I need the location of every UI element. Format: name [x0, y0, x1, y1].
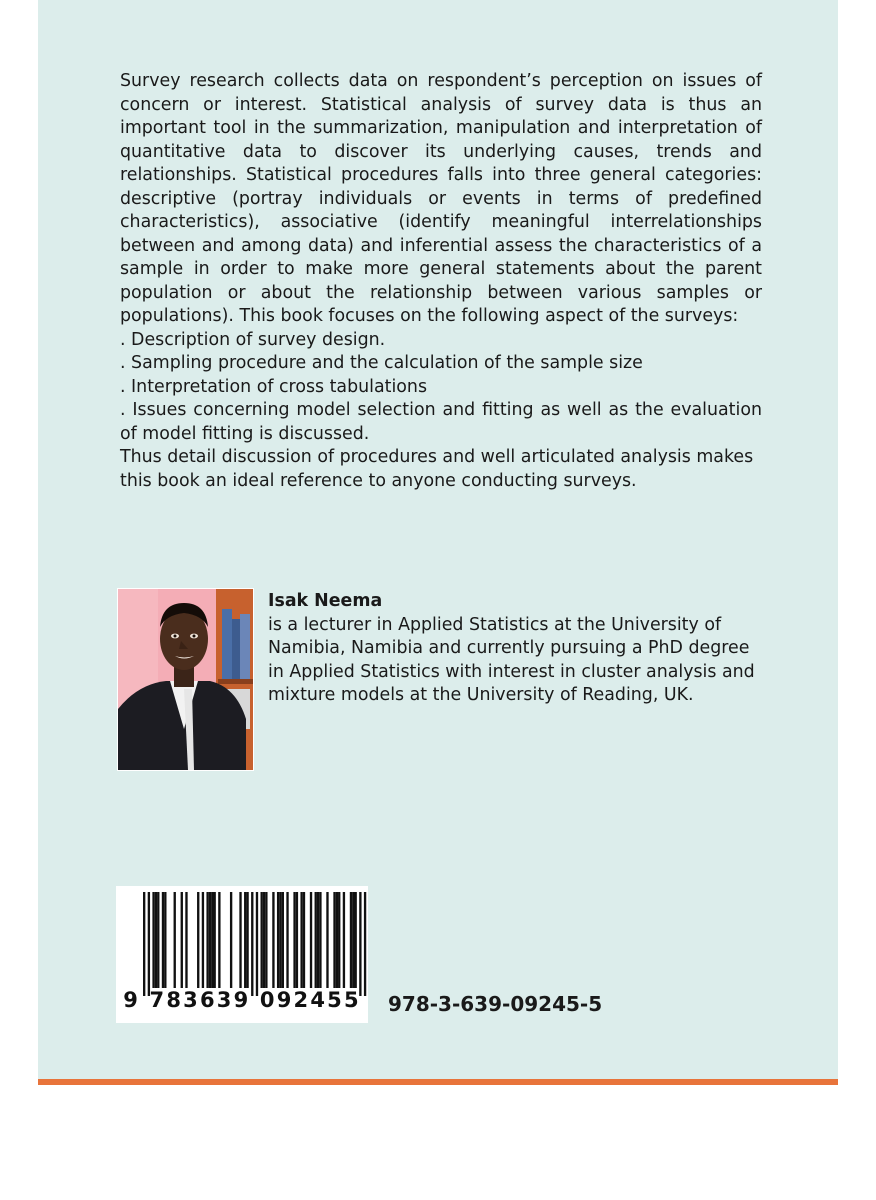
barcode-bar	[352, 892, 354, 988]
barcode-bar	[279, 892, 281, 988]
barcode-bar	[300, 892, 302, 988]
blurb-closing: Thus detail discussion of procedures and well articulated analysis makes this book an ideal reference to anyone conducting surveys.	[120, 447, 754, 491]
barcode-bar	[319, 892, 321, 988]
barcode-bar	[197, 892, 199, 988]
blurb-bullet: . Description of survey design.	[120, 329, 386, 350]
barcode-bar	[326, 892, 328, 988]
barcode-bar	[185, 892, 187, 988]
barcode-bar	[155, 892, 157, 988]
barcode-bar	[239, 892, 241, 988]
barcode-bar	[206, 892, 208, 988]
barcode-bar	[214, 892, 216, 988]
barcode-bar	[364, 892, 366, 996]
barcode-bar	[209, 892, 211, 988]
blurb-bullet: . Sampling procedure and the calculation of the sample size	[120, 353, 643, 373]
barcode-bar	[317, 892, 319, 988]
cover-blurb	[120, 70, 762, 493]
barcode-bar	[263, 892, 265, 988]
barcode-bar	[218, 892, 220, 988]
barcode-bar	[152, 892, 154, 988]
barcode-bar	[148, 892, 150, 996]
barcode-bar	[265, 892, 267, 988]
barcode-bar	[343, 892, 345, 988]
barcode-bar	[174, 892, 176, 988]
barcode-bar	[336, 892, 338, 988]
barcode-bar	[359, 892, 361, 996]
barcode-bar	[282, 892, 284, 988]
barcode-bar	[286, 892, 288, 988]
barcode-bar	[333, 892, 335, 988]
barcode-bar	[256, 892, 258, 996]
barcode-bar	[315, 892, 317, 988]
barcode-bar	[230, 892, 232, 988]
barcode-digits: 9 783639 092455	[123, 988, 361, 1012]
accent-stripe	[38, 1079, 838, 1085]
barcode-bar	[350, 892, 352, 988]
barcode-bar	[310, 892, 312, 988]
barcode-bar	[251, 892, 253, 996]
barcode-bar	[355, 892, 357, 988]
barcode-bar	[277, 892, 279, 988]
barcode-bar	[164, 892, 166, 988]
barcode-bar	[162, 892, 164, 988]
isbn-number: 978-3-639-09245-5	[388, 992, 603, 1016]
barcode-bar	[261, 892, 263, 988]
barcode-bar	[303, 892, 305, 988]
barcode-bar	[157, 892, 159, 988]
barcode-bar	[293, 892, 295, 988]
blurb-bullet: . Issues concerning model selection and fitting as well as the evaluation of model fitting is discussed.	[120, 400, 762, 444]
author-name: Isak Neema	[268, 591, 383, 611]
author-photo	[117, 588, 254, 771]
barcode-bar	[181, 892, 183, 988]
barcode-bar	[202, 892, 204, 988]
barcode-bar	[246, 892, 248, 988]
barcode	[116, 886, 368, 1023]
barcode-bar	[244, 892, 246, 988]
blurb-bullet: . Interpretation of cross tabulations	[120, 376, 428, 397]
barcode-bar	[211, 892, 213, 988]
barcode-bar	[296, 892, 298, 988]
author-info	[268, 590, 768, 708]
barcode-bar	[272, 892, 274, 988]
author-bio: is a lecturer in Applied Statistics at the University of Namibia, Namibia and currently pursuing a PhD degree in Applied Statistics with interest in cluster analysis and mixture models at the University of Reading, UK.	[268, 614, 755, 706]
blurb-intro: Survey research collects data on respondent’s perception on issues of concern or interest. Statistical analysis of survey data is thus an important tool in the summarization, manipulation and interpretation of quantitative data to discover its underlying causes, trends and relationships. Statistical procedures falls into three general categories: descriptive (portray individuals or events in terms of predefined characteristics), associative (identify meaningful interrelationships between and among data) and inferential assess the characteristics of a sample in order to make more general statements about the parent population or about the relationship between various samples or populations). This book focuses on the following aspect of the surveys:	[120, 71, 762, 326]
barcode-bar	[143, 892, 145, 996]
barcode-bar	[338, 892, 340, 988]
